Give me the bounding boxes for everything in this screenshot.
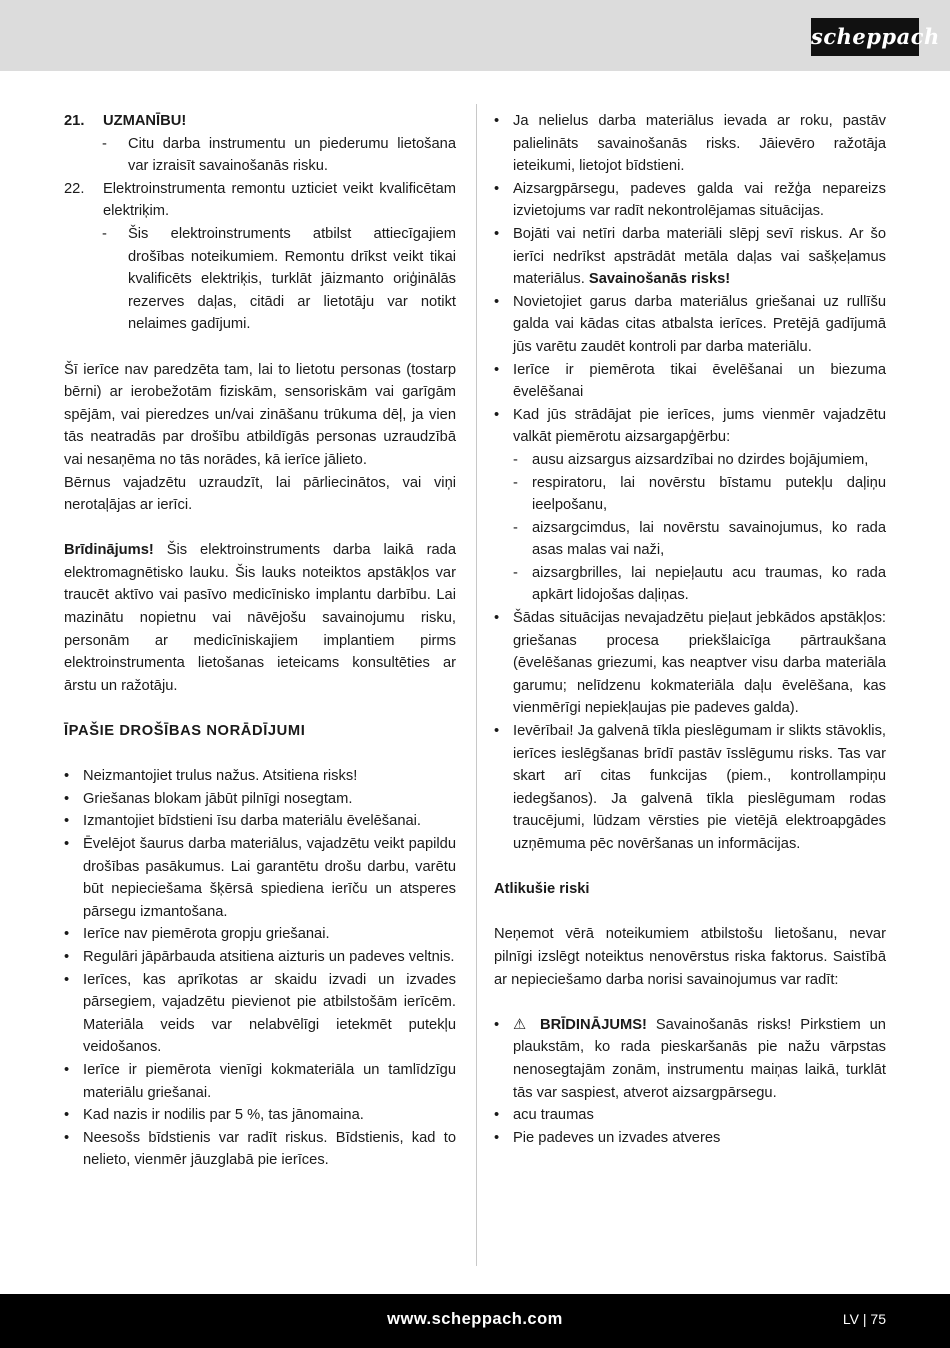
warning-triangle-icon: ⚠: [513, 1016, 532, 1033]
list-item: • Ierīce ir piemērota vienīgi kokmateriāla un tamlīdzīgu materiālu griešanai.: [64, 1061, 456, 1101]
list-item: • Ierīces, kas aprīkotas ar skaidu izvadi un izvades pārsegiem, vajadzētu pievienot pie atbilstošām ierīcēm. Materiāla veids var nelabvēlīgi ietekmēt putekļu veidošanos.: [64, 971, 456, 1056]
item-21-sub: - Citu darba instrumentu un piederumu lietošana var izraisīt savainošanās risku.: [102, 135, 456, 175]
list-item: • Ja nelielus darba materiālus ievada ar roku, pastāv palielināts savainošanās risks. Jāievēro ražotāja ieteikumi, lietojot bīdstieni.: [494, 113, 886, 175]
list-item: • Bojāti vai netīri darba materiāli slēpj sevī riskus. Ar šo ierīci nedrīkst apstrādāt metāla daļas vai sašķeļamus materiālus. Savainošanās risks!: [494, 225, 886, 288]
page-number: LV | 75: [842, 1311, 886, 1327]
list-item: • Griešanas blokam jābūt pilnīgi nosegtam.: [64, 790, 353, 807]
warning-label: Brīdinājums!: [64, 542, 154, 559]
warning-label: BRĪDINĀJUMS!: [540, 1016, 647, 1033]
supervise-paragraph: Bērnus vajadzētu uzraudzīt, lai pārliecinātos, vai viņi nerotaļājas ar ierīci.: [64, 474, 456, 514]
list-item: • Ievērībai! Ja galvenā tīkla pieslēgumam ir slikts stāvoklis, ierīces ieslēgšanas brīdī pastāv īsslēgumu risks. Tas var skart arī citas funkcijas (piem., kontrollampiņu iedegšanos). Ja galvenā tīkla pieslēgumam rodas traucējumi, lūdzam vērsties pie vietējā elektroapgādes uzņēmuma pēc novēršanas un informācijas.: [494, 723, 886, 852]
item-number: 21.: [64, 113, 85, 129]
item-number: 22.: [64, 180, 85, 197]
list-item: • Ierīce nav piemērota gropju griešanai.: [64, 926, 330, 943]
header-band: [0, 0, 950, 71]
warning-text: Šis elektroinstruments darba laikā rada elektromagnētisko lauku. Šis lauks noteiktos apstākļos var traucēt aktīvo vai pasīvo medicīnisko implantu darbību. Lai mazinātu nopietnu vai nāvējošu savainojumu risku, personām ar medicīniskajiem implantiem pirms elektroinstrumenta lietošanas ieteicams konsultēties ar ārstu un ražotāju.: [64, 542, 456, 694]
item-21: [64, 110, 456, 133]
item-22-sub-text: Šis elektroinstruments atbilst attiecīgajiem drošības noteikumiem. Remontu drīkst veikt tikai kvalificēts elektriķis, turklāt jāizmanto oriģinālās rezerves daļas, citādi ar lietotāju var notikt nelaimes gadījumi.: [128, 225, 456, 333]
footer-band: [0, 1294, 950, 1348]
list-item: • Pie padeves un izvades atveres: [494, 1129, 721, 1146]
residual-risks-intro: Neņemot vērā noteikumiem atbilstošu lietošanu, nevar pilnīgi izslēgt noteiktus nenovērstus riska faktorus. Saistībā ar nepieciešamo darba norisi savainojumus var radīt:: [494, 926, 886, 988]
list-item: • Novietojiet garus darba materiālus griešanai uz rullīšu galda vai kādas citas atbalsta ierīces. Pretējā gadījumā jūs varētu zaudēt kontroli par darba materiālu.: [494, 293, 886, 355]
left-column: [64, 110, 456, 1172]
list-item: • Regulāri jāpārbauda atsitiena aizturis un padeves veltnis.: [64, 948, 455, 965]
residual-risks-title: Atlikušie riski: [494, 881, 590, 898]
list-item: • acu traumas: [494, 1107, 594, 1124]
item-22-text: Elektroinstrumenta remontu uzticiet veikt kvalificētam elektriķim.: [103, 180, 456, 220]
list-item: • Aizsargpārsegu, padeves galda vai režģa nepareizs izvietojums var radīt nekontrolējamas situācijas.: [494, 180, 886, 220]
scheppach-logo: scheppach: [811, 18, 919, 56]
list-item: • Kad jūs strādājat pie ierīces, jums vienmēr vajadzētu valkāt piemērotu aizsargapģērbu:: [494, 406, 886, 446]
list-item: • Šādas situācijas nevajadzētu pieļaut jebkādos apstākļos: griešanas procesa priekšlaicīga pārtraukšana (ēvelēšanas griezumi, kas neaptver visu darba materiāla garumu; nelīdzenu kokmateriāla daļu ēvelēšana, kas vienmērīgi nepiekļaujas pie padeves galda).: [494, 610, 886, 717]
section-title: ĪPAŠIE DROŠĪBAS NORĀDĪJUMI: [64, 723, 306, 740]
ppe-item: - aizsargcimdus, lai novērstu savainojumus, ko rada asas malas vai naži,: [513, 519, 886, 559]
list-item: • ⚠ BRĪDINĀJUMS! Savainošanās risks! Pirkstiem un plaukstām, ko rada pieskaršanās pie nažu vārpstas nenosegtajām zonām, instrumentu maiņas laikā, turklāt tās var saspiest, atverot aizsargpārsegu.: [494, 1016, 886, 1101]
list-item: • Neesošs bīdstienis var radīt riskus. Bīdstienis, kad to nelieto, vienmēr jāuzglabā pie ierīces.: [64, 1129, 456, 1169]
item-21-title: UZMANĪBU!: [103, 113, 187, 129]
list-item: • Izmantojiet bīdstieni īsu darba materiālu ēvelēšanai.: [64, 813, 421, 830]
injury-risk-label: Savainošanās risks!: [588, 271, 731, 288]
website-link[interactable]: www.scheppach.com: [387, 1310, 563, 1328]
right-column: [494, 110, 886, 1149]
item-22-sub: - Šis elektroinstruments atbilst attiecīgajiem drošības noteikumiem. Remontu drīkst veikt tikai kvalificēts elektriķis, turklāt jāizmanto oriģinālās rezerves daļas, citādi ar lietotāju var notikt nelaimes gadījumi.: [102, 225, 456, 333]
list-item: • Kad nazis ir nodilis par 5 %, tas jānomaina.: [64, 1107, 364, 1124]
item-21-sub-text: Citu darba instrumentu un piederumu lietošana var izraisīt savainošanās risku.: [128, 135, 456, 175]
column-divider: [476, 104, 477, 1266]
list-item: • Neizmantojiet trulus nažus. Atsitiena risks!: [64, 768, 358, 785]
item-22: [64, 178, 456, 223]
children-paragraph: Šī ierīce nav paredzēta tam, lai to lietotu personas (tostarp bērni) ar ierobežotām fiziskām, sensoriskām vai garīgām spējām, vai pieredzes un/vai zināšanu trūkuma dēļ, ja vien tās neatradās par drošību atbildīgās personas uzraudzībā vai nesaņēma no tās norādes, kā ierīce jālieto.: [64, 361, 456, 468]
list-item: • Ierīce ir piemērota tikai ēvelēšanai un biezuma ēvelēšanai: [494, 361, 886, 401]
list-item: • Ēvelējot šaurus darba materiālus, vajadzētu veikt papildu drošības pasākumus. Lai garantētu drošu darbu, varētu būt nepieciešama šķērsā spiediena ierīču un atsperes pārsegu izmantošana.: [64, 836, 456, 920]
ppe-item: - ausu aizsargus aizsardzībai no dzirdes bojājumiem,: [513, 451, 869, 468]
ppe-item: - respiratoru, lai novērstu bīstamu putekļu daļiņu ieelpošanu,: [513, 474, 886, 514]
ppe-item: - aizsargbrilles, lai nepieļautu acu traumas, ko rada apkārt lidojošas daļiņas.: [513, 564, 886, 604]
warning-paragraph: [64, 539, 456, 697]
